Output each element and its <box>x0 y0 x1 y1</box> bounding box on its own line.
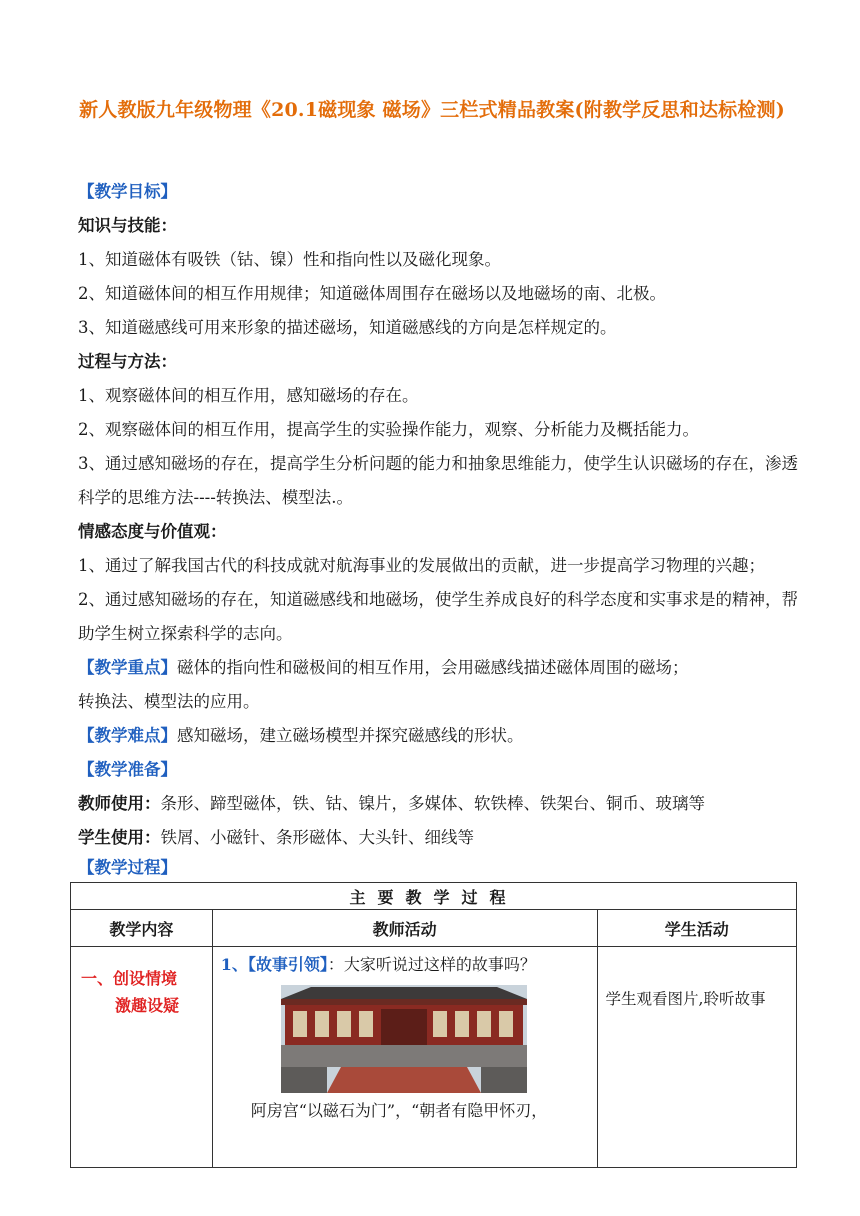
col-header-content: 教学内容 <box>71 910 213 947</box>
key-points-label: 【教学重点】 <box>78 658 177 677</box>
teacher-materials-text: 条形、蹄型磁体，铁、钴、镍片，多媒体、软铁棒、铁架台、铜币、玻璃等 <box>160 794 705 813</box>
teaching-goals-heading: 【教学目标】 <box>78 182 177 201</box>
photo-ground-left <box>281 1067 327 1093</box>
difficulty <box>78 724 798 748</box>
attitude-item-1: 1、通过了解我国古代的科技成就对航海事业的发展做出的贡献，进一步提高学习物理的兴趣； <box>78 556 765 575</box>
key-points-text: 磁体的指向性和磁极间的相互作用，会用磁感线描述磁体周围的磁场； <box>177 658 689 677</box>
col-header-teacher: 教师活动 <box>212 910 597 947</box>
content-cell <box>71 947 213 1168</box>
content-line-2: 激趣设疑 <box>115 996 180 1015</box>
table-main-header: 主要教学过程 <box>71 883 797 910</box>
teaching-process-table <box>70 882 797 1168</box>
process-item-2: 2、观察磁体间的相互作用，提高学生的实验操作能力，观察、分析能力及概括能力。 <box>78 420 699 439</box>
difficulty-text: 感知磁场，建立磁场模型并探究磁感线的形状。 <box>177 726 524 745</box>
table-row <box>71 947 797 1168</box>
knowledge-item-2: 2、知道磁体间的相互作用规律；知道磁体周围存在磁场以及地磁场的南、北极。 <box>78 284 666 303</box>
story-quote: 阿房宫“以磁石为门”，“朝者有隐甲怀刃， <box>250 1101 548 1120</box>
teacher-materials <box>78 792 798 816</box>
process-methods-heading: 过程与方法： <box>78 352 177 371</box>
teacher-materials-label: 教师使用： <box>78 794 161 813</box>
key-points <box>78 656 798 680</box>
difficulty-label: 【教学难点】 <box>78 726 177 745</box>
process-item-3: 3、通过感知磁场的存在，提高学生分析问题的能力和抽象思维能力，使学生认识磁场的存在，渗透科学的思维方法----转换法、模型法.。 <box>78 454 798 507</box>
story-question: ：大家听说过这样的故事吗？ <box>327 955 536 974</box>
col-header-student: 学生活动 <box>597 910 796 947</box>
key-points-text-2: 转换法、模型法的应用。 <box>78 692 260 711</box>
teacher-activity-cell <box>212 947 597 1168</box>
knowledge-item-1: 1、知道磁体有吸铁（钴、镍）性和指向性以及磁化现象。 <box>78 250 501 269</box>
student-materials-label: 学生使用： <box>78 828 161 847</box>
content-line-1: 一、创设情境 <box>81 969 178 988</box>
attitude-heading: 情感态度与价值观： <box>78 522 227 541</box>
attitude-item-2: 2、通过感知磁场的存在，知道磁感线和地磁场，使学生养成良好的科学态度和实事求是的精神，帮助学生树立探索科学的志向。 <box>78 590 798 643</box>
story-intro <box>221 953 589 977</box>
photo-roof-top <box>281 987 527 999</box>
student-materials-text: 铁屑、小磁针、条形磁体、大头针、细线等 <box>160 828 474 847</box>
knowledge-skills-heading: 知识与技能： <box>78 216 177 235</box>
photo-ground-right <box>481 1067 527 1093</box>
preparation-heading: 【教学准备】 <box>78 760 177 779</box>
process-item-1: 1、观察磁体间的相互作用，感知磁场的存在。 <box>78 386 419 405</box>
student-activity-cell: 学生观看图片,聆听故事 <box>597 947 796 1168</box>
photo-platform <box>327 1067 481 1093</box>
photo-steps <box>281 1045 527 1067</box>
epang-palace-photo <box>281 985 527 1093</box>
story-number: 1、 <box>220 955 248 974</box>
photo-roof <box>281 999 527 1005</box>
knowledge-item-3: 3、知道磁感线可用来形象的描述磁场，知道磁感线的方向是怎样规定的。 <box>78 318 617 337</box>
photo-gate <box>381 1009 427 1045</box>
story-tag: 【故事引领】 <box>247 955 328 974</box>
document-title: 新人教版九年级物理《20.1磁现象 磁场》三栏式精品教案(附教学反思和达标检测) <box>79 99 785 121</box>
student-materials <box>78 826 798 850</box>
teaching-process-heading: 【教学过程】 <box>78 858 177 877</box>
